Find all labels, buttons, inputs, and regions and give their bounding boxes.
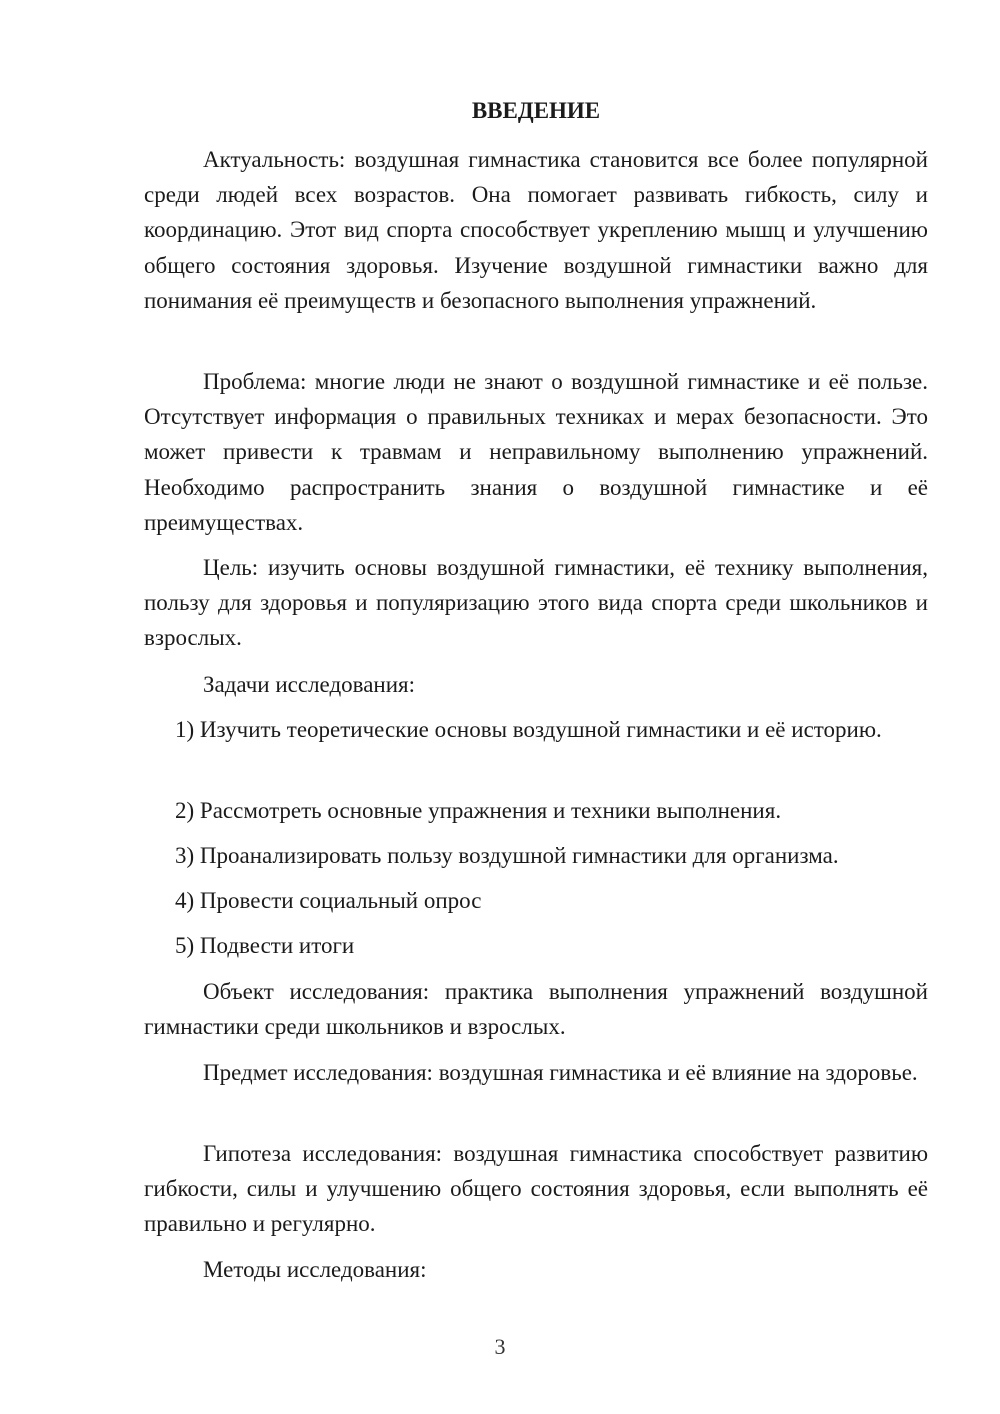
paragraph-object: Объект исследования: практика выполнения упражнений воздушной гимнастики среди школьников и взрослых. xyxy=(144,979,928,1040)
task-item-4: 4) Провести социальный опрос xyxy=(175,888,482,913)
task-item-5: 5) Подвести итоги xyxy=(175,933,355,958)
paragraph-relevance: Актуальность: воздушная гимнастика становится все более популярной среди людей всех возрастов. Она помогает развивать гибкость, силу и координацию. Этот вид спорта способствует укреплению мышц и улучшению общего состояния здоровья. Изучение воздушной гимнастики важно для понимания её преимуществ и безопасного выполнения упражнений. xyxy=(144,147,928,313)
page-number: 3 xyxy=(494,1334,506,1359)
paragraph-subject: Предмет исследования: воздушная гимнастика и её влияние на здоровье. xyxy=(203,1060,918,1085)
task-item-1: 1) Изучить теоретические основы воздушной гимнастики и её историю. xyxy=(175,717,882,742)
paragraph-problem: Проблема: многие люди не знают о воздушной гимнастике и её пользе. Отсутствует информация о правильных техниках и мерах безопасности. Это может привести к травмам и неправильному выполнению упражнений. Необходимо распространить знания о воздушной гимнастике и её преимуществах. xyxy=(144,369,928,535)
paragraph-goal: Цель: изучить основы воздушной гимнастики, её технику выполнения, пользу для здоровья и популяризацию этого вида спорта среди школьников и взрослых. xyxy=(144,555,928,651)
page-title: ВВЕДЕНИЕ xyxy=(471,98,601,123)
task-item-3: 3) Проанализировать пользу воздушной гимнастики для организма. xyxy=(175,843,839,868)
paragraph-hypothesis: Гипотеза исследования: воздушная гимнастика способствует развитию гибкости, силы и улучшению общего состояния здоровья, если выполнять её правильно и регулярно. xyxy=(144,1141,928,1237)
paragraph-tasks-heading: Задачи исследования: xyxy=(203,672,416,697)
paragraph-methods-heading: Методы исследования: xyxy=(203,1257,427,1282)
task-item-2: 2) Рассмотреть основные упражнения и техники выполнения. xyxy=(175,798,782,823)
